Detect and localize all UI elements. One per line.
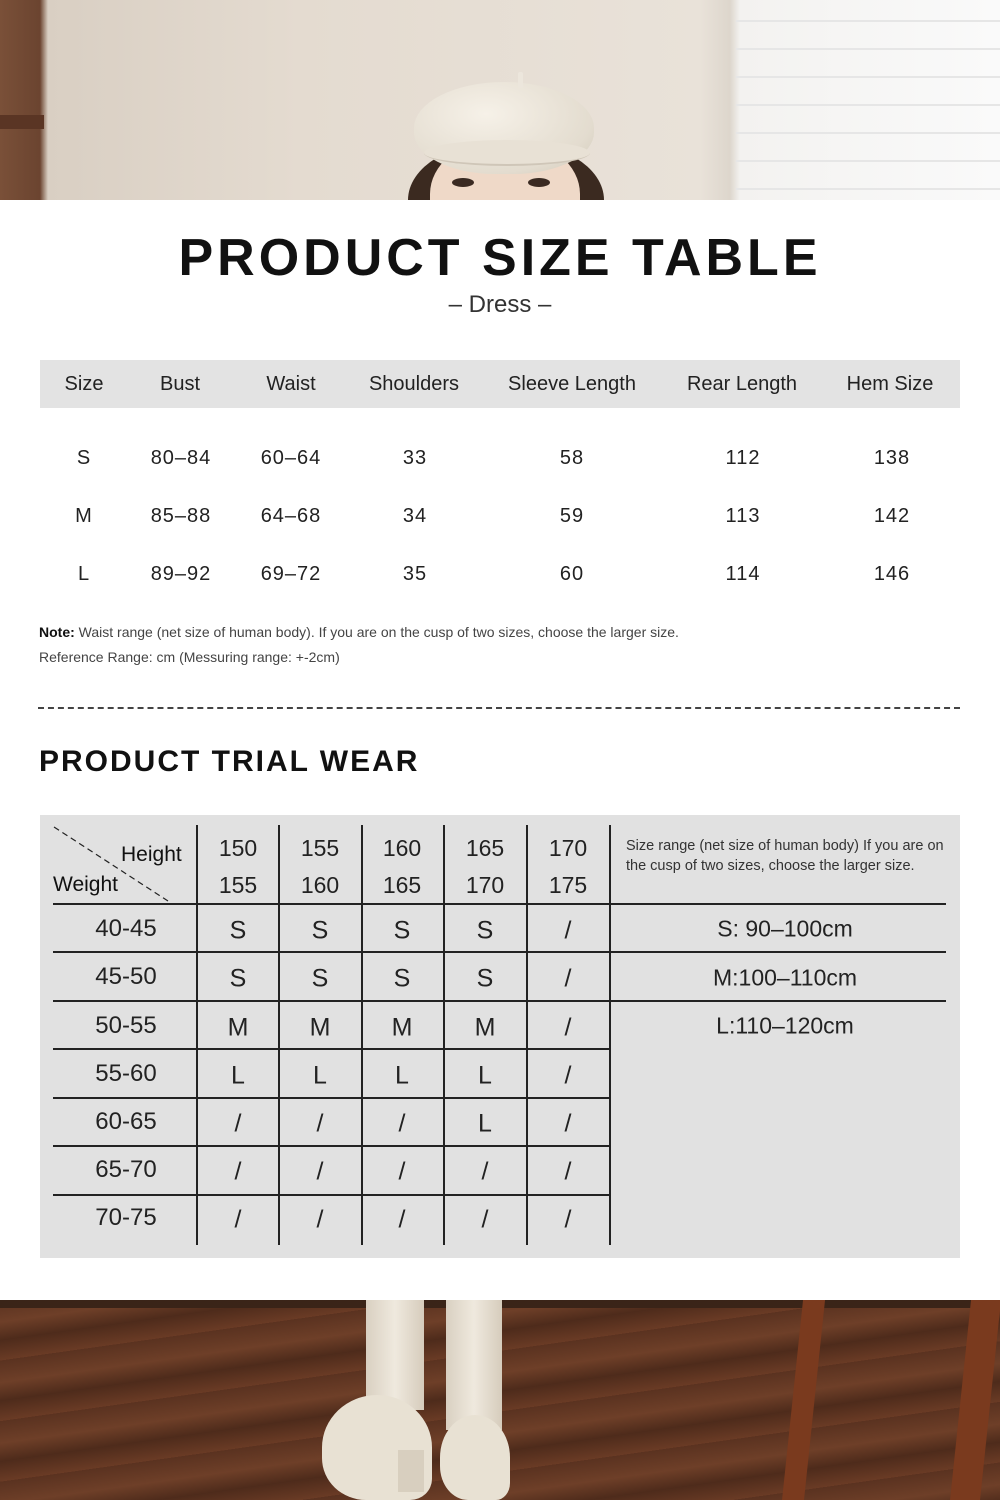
recommended-size-cell: L (231, 1061, 245, 1090)
model-photo-bottom (0, 1300, 1000, 1500)
table-row (40, 447, 960, 477)
recommended-size-cell: S (229, 964, 247, 993)
size-note (39, 624, 679, 640)
recommended-size-cell: / (564, 964, 572, 993)
column-header-size: Size (64, 373, 104, 395)
recommended-size-cell: / (316, 1157, 324, 1186)
column-header-bust: Bust (159, 373, 201, 395)
recommended-size-cell: / (564, 1157, 572, 1186)
rear-length-cell: 113 (725, 505, 761, 527)
size-cell: S (76, 447, 92, 469)
section-title: PRODUCT TRIAL WEAR (39, 745, 420, 778)
recommended-size-cell: M (309, 1013, 331, 1042)
recommended-size-cell: / (316, 1109, 324, 1138)
height-to: 165 (382, 872, 422, 898)
recommended-size-cell: / (234, 1157, 242, 1186)
waist-cell: 60–64 (260, 447, 322, 469)
height-from: 155 (300, 835, 340, 861)
height-range-165-170 (466, 830, 504, 904)
note-label: Note: (39, 624, 75, 640)
sleeve-length-cell: 58 (559, 447, 585, 469)
bust-cell: 89–92 (150, 563, 212, 585)
recommended-size-cell: S (311, 916, 329, 945)
bust-cell: 85–88 (150, 505, 212, 527)
recommended-size-cell: / (564, 1013, 572, 1042)
hem-size-cell: 138 (873, 447, 911, 469)
height-to: 175 (548, 872, 588, 898)
model-photo-top (0, 0, 1000, 200)
weight-axis-label: Weight (53, 873, 118, 896)
bust-cell: 80–84 (150, 447, 212, 469)
sleeve-length-cell: 59 (559, 505, 585, 527)
recommended-size-cell: / (564, 1061, 572, 1090)
recommended-size-cell: / (234, 1109, 242, 1138)
recommended-size-cell: / (398, 1205, 406, 1234)
height-from: 170 (548, 835, 588, 861)
recommended-size-cell: / (564, 1109, 572, 1138)
recommended-size-cell: L (395, 1061, 409, 1090)
size-range-note: Size range (net size of human body) If you are on the cusp of two sizes, choose the larger size. (626, 838, 944, 874)
section-divider (38, 707, 960, 709)
waist-cell: 64–68 (260, 505, 322, 527)
height-axis-label: Height (121, 843, 182, 866)
rear-length-cell: 112 (725, 447, 761, 469)
column-header-sleeve-length: Sleeve Length (508, 373, 636, 395)
table-row (40, 563, 960, 593)
recommended-size-cell: S (476, 964, 494, 993)
recommended-size-cell: / (316, 1205, 324, 1234)
recommended-size-cell: / (481, 1157, 489, 1186)
recommended-size-cell: S (393, 964, 411, 993)
waist-cell: 69–72 (260, 563, 322, 585)
column-header-rear-length: Rear Length (686, 373, 798, 395)
height-from: 165 (465, 835, 505, 861)
weight-range-cell: 45-50 (95, 963, 157, 990)
table-row (40, 505, 960, 535)
recommended-size-cell: / (564, 916, 572, 945)
weight-range-cell: 60-65 (95, 1108, 157, 1135)
weight-range-cell: 55-60 (95, 1060, 157, 1087)
recommended-size-cell: / (398, 1109, 406, 1138)
height-range-160-165 (383, 830, 421, 904)
recommended-size-cell: S (311, 964, 329, 993)
weight-range-cell: 50-55 (95, 1012, 157, 1039)
recommended-size-cell: M (227, 1013, 249, 1042)
column-header-hem-size: Hem Size (846, 373, 934, 395)
shoulders-cell: 34 (402, 505, 428, 527)
page-title: PRODUCT SIZE TABLE (178, 229, 822, 287)
height-from: 150 (218, 835, 258, 861)
size-table-header (40, 360, 960, 408)
sleeve-length-cell: 60 (559, 563, 585, 585)
measurement-l: L:110–120cm (716, 1012, 854, 1039)
recommended-size-cell: S (229, 916, 247, 945)
recommended-size-cell: S (393, 916, 411, 945)
height-to: 170 (465, 872, 505, 898)
page-subtitle: – Dress – (448, 291, 552, 318)
recommended-size-cell: L (478, 1061, 492, 1090)
recommended-size-cell: / (234, 1205, 242, 1234)
column-header-shoulders: Shoulders (368, 373, 460, 395)
height-from: 160 (382, 835, 422, 861)
size-cell: M (75, 505, 93, 527)
recommended-size-cell: L (313, 1061, 327, 1090)
recommended-size-cell: M (391, 1013, 413, 1042)
height-to: 160 (300, 872, 340, 898)
height-range-155-160 (301, 830, 339, 904)
recommended-size-cell: S (476, 916, 494, 945)
reference-range: Reference Range: cm (Messuring range: +-2cm) (39, 649, 340, 665)
measurement-m: M:100–110cm (712, 964, 858, 991)
recommended-size-cell: / (564, 1205, 572, 1234)
recommended-size-cell: L (478, 1109, 492, 1138)
weight-range-cell: 40-45 (95, 915, 157, 942)
weight-range-cell: 65-70 (95, 1156, 157, 1183)
recommended-size-cell: / (398, 1157, 406, 1186)
hem-size-cell: 142 (873, 505, 911, 527)
hem-size-cell: 146 (873, 563, 911, 585)
recommended-size-cell: M (474, 1013, 496, 1042)
shoulders-cell: 35 (402, 563, 428, 585)
height-to: 155 (218, 872, 258, 898)
height-range-170-175 (549, 830, 587, 904)
measurement-s: S: 90–100cm (717, 915, 853, 942)
shoulders-cell: 33 (402, 447, 428, 469)
height-range-150-155 (219, 830, 257, 904)
size-cell: L (77, 563, 91, 585)
rear-length-cell: 114 (725, 563, 761, 585)
column-header-waist: Waist (266, 373, 316, 395)
recommended-size-cell: / (481, 1205, 489, 1234)
weight-range-cell: 70-75 (95, 1204, 157, 1231)
note-text: Waist range (net size of human body). If you are on the cusp of two sizes, choose the larger size. (74, 624, 679, 640)
